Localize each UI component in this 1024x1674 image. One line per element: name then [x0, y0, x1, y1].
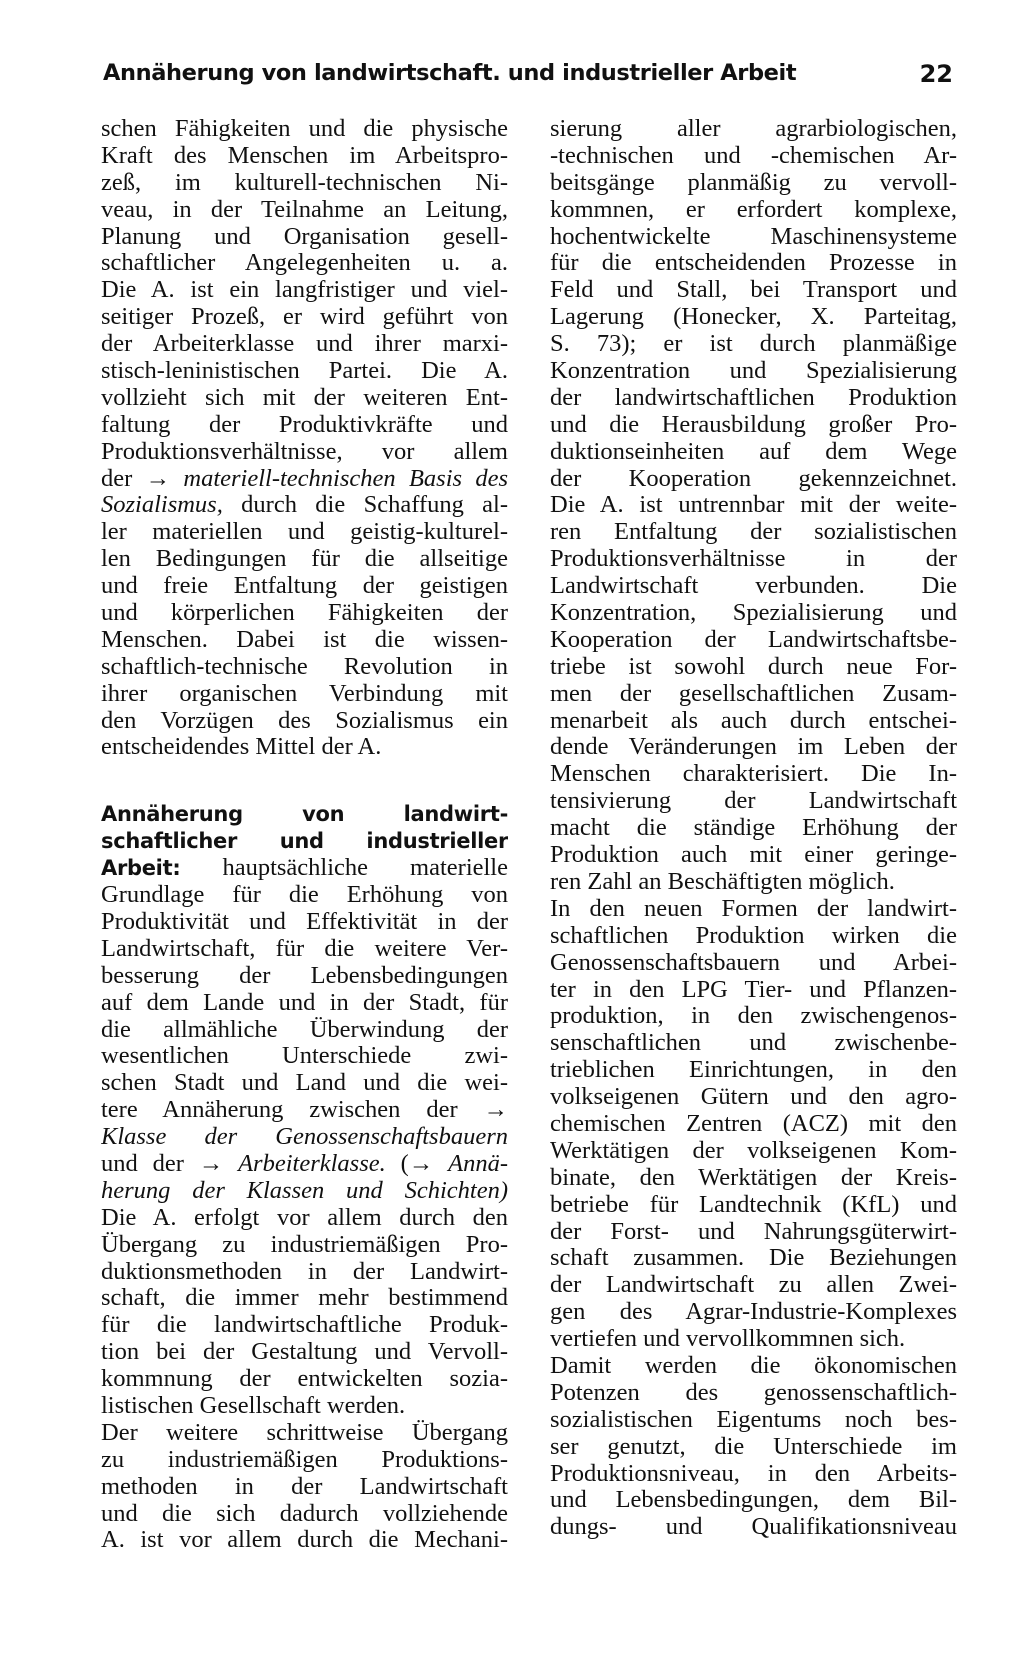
- text-line: Die A. erfolgt vor allem durch den: [101, 1204, 508, 1231]
- text-line: tere Annäherung zwischen der →: [101, 1097, 508, 1124]
- text-line: Menschen charakterisiert. Die In-: [550, 761, 957, 788]
- text-line: Die A. ist untrennbar mit der weite-: [550, 492, 957, 519]
- text-line-cross-reference: [101, 466, 508, 493]
- text-line: Landwirtschaft verbunden. Die: [550, 573, 957, 600]
- text-line: chemischen Zentren (ACZ) mit den: [550, 1110, 957, 1137]
- text-line: senschaftlichen und zwischenbe-: [550, 1030, 957, 1057]
- text-line: der Arbeiterklasse und ihrer marxi-: [101, 331, 508, 358]
- text-line: Übergang zu industriemäßigen Pro-: [101, 1231, 508, 1258]
- text-line: die allmähliche Überwindung der: [101, 1016, 508, 1043]
- text-line: für die landwirtschaftliche Produk-: [101, 1312, 508, 1339]
- text-line: stisch-leninistischen Partei. Die A.: [101, 358, 508, 385]
- text-line: betriebe für Landtechnik (KfL) und: [550, 1191, 957, 1218]
- text-line: S. 73); er ist durch planmäßige: [550, 331, 957, 358]
- text-fragment: und der →: [101, 1150, 239, 1177]
- text-line: der Forst- und Nahrungsgüterwirt-: [550, 1218, 957, 1245]
- text-line: Die A. ist ein langfristiger und viel-: [101, 277, 508, 304]
- text-line: und die Herausbildung großer Pro-: [550, 411, 957, 438]
- text-line: gen des Agrar-Industrie-Komplexes: [550, 1299, 957, 1326]
- text-line-cross-reference-cont: [101, 492, 508, 519]
- text-line: schaftlich-technische Revolution in: [101, 653, 508, 680]
- text-line: besserung der Lebensbedingungen: [101, 962, 508, 989]
- cross-reference-term: Sozialismus,: [101, 492, 223, 519]
- text-line: kommnung der entwickelten sozia-: [101, 1366, 508, 1393]
- text-line: Produktionsverhältnisse, vor allem: [101, 438, 508, 465]
- text-line: sierung aller agrarbiologischen,: [550, 116, 957, 142]
- text-line: vollzieht sich mit der weiteren Ent-: [101, 384, 508, 411]
- text-line: veau, in der Teilnahme an Leitung,: [101, 196, 508, 223]
- text-line: ihrer organischen Verbindung mit: [101, 680, 508, 707]
- text-fragment: durch die Schaffung al-: [222, 492, 508, 519]
- text-line: den Vorzügen des Sozialismus ein: [101, 707, 508, 734]
- text-line: schaft zusammen. Die Beziehungen: [550, 1245, 957, 1272]
- text-line: beitsgänge planmäßig zu vervoll-: [550, 169, 957, 196]
- text-line: Konzentration, Spezialisierung und: [550, 600, 957, 627]
- cross-reference-term: Klasse der Genossenschaftsbauern: [101, 1124, 508, 1151]
- cross-reference-term: Arbeiterklasse.: [238, 1150, 386, 1177]
- text-line: kommnen, er erfordert komplexe,: [550, 196, 957, 223]
- cross-reference-term: Annä-: [448, 1150, 508, 1177]
- text-line: zu industriemäßigen Produktions-: [101, 1446, 508, 1473]
- paragraph-gap: [101, 761, 508, 801]
- text-line: volkseigenen Gütern und den agro-: [550, 1084, 957, 1111]
- text-line: Planung und Organisation gesell-: [101, 223, 508, 250]
- text-line: triebe ist sowohl durch neue For-: [550, 653, 957, 680]
- text-line: schaftlicher Angelegenheiten u. a.: [101, 250, 508, 277]
- text-line: tensivierung der Landwirtschaft: [550, 788, 957, 815]
- text-line: ter in den LPG Tier- und Pflanzen-: [550, 976, 957, 1003]
- text-line: Damit werden die ökonomischen: [550, 1352, 957, 1379]
- entry-headword-line: [101, 801, 508, 828]
- text-line: binate, den Werktätigen der Kreis-: [550, 1164, 957, 1191]
- text-line: A. ist vor allem durch die Mechani-: [101, 1527, 508, 1554]
- text-line: Werktätigen der volkseigenen Kom-: [550, 1137, 957, 1164]
- text-line: der landwirtschaftlichen Produktion: [550, 384, 957, 411]
- text-line: Produktion auch mit einer geringe-: [550, 842, 957, 869]
- cross-reference-term: herung der Klassen und Schichten): [101, 1177, 508, 1204]
- text-line: -technischen und -chemischen Ar-: [550, 142, 957, 169]
- text-line: ser genutzt, die Unterschiede im: [550, 1433, 957, 1460]
- text-line: hochentwickelte Maschinensysteme: [550, 223, 957, 250]
- text-fragment: hauptsächliche materielle: [222, 855, 508, 882]
- text-line: sozialistischen Eigentums noch bes-: [550, 1406, 957, 1433]
- text-line: In den neuen Formen der landwirt-: [550, 895, 957, 922]
- text-line: Produktionsverhältnisse in der: [550, 546, 957, 573]
- right-column: [550, 116, 957, 1541]
- text-line: Genossenschaftsbauern und Arbei-: [550, 949, 957, 976]
- text-line: dende Veränderungen im Leben der: [550, 734, 957, 761]
- text-line: macht die ständige Erhöhung der: [550, 815, 957, 842]
- text-fragment: [180, 855, 222, 881]
- text-line: Landwirtschaft, für die weitere Ver-: [101, 935, 508, 962]
- text-fragment: der →: [101, 465, 184, 492]
- text-line: und Lebensbedingungen, dem Bil-: [550, 1487, 957, 1514]
- text-line: faltung der Produktivkräfte und: [101, 411, 508, 438]
- text-line: Produktivität und Effektivität in der: [101, 908, 508, 935]
- text-line: auf dem Lande und in der Stadt, für: [101, 989, 508, 1016]
- entry-headword: Arbeit:: [101, 856, 181, 881]
- text-line: dungs- und Qualifikationsniveau: [550, 1514, 957, 1541]
- entry-headword-line: [101, 855, 508, 882]
- text-line: len Bedingungen für die allseitige: [101, 546, 508, 573]
- left-column: [101, 116, 508, 1554]
- text-line: ler materiellen und geistig-kulturel-: [101, 519, 508, 546]
- text-line: wesentlichen Unterschiede zwi-: [101, 1043, 508, 1070]
- text-line: entscheidendes Mittel der A.: [101, 734, 382, 761]
- text-line: für die entscheidenden Prozesse in: [550, 250, 957, 277]
- text-line: menarbeit als auch durch entschei-: [550, 707, 957, 734]
- text-line: listischen Gesellschaft werden.: [101, 1392, 406, 1419]
- text-fragment: (→: [385, 1150, 449, 1177]
- text-line: zeß, im kulturell-technischen Ni-: [101, 169, 508, 196]
- text-line: Kraft des Menschen im Arbeitspro-: [101, 142, 508, 169]
- text-line: Konzentration und Spezialisierung: [550, 358, 957, 385]
- text-line: duktionsmethoden in der Landwirt-: [101, 1258, 508, 1285]
- text-line: seitiger Prozeß, er wird geführt von: [101, 304, 508, 331]
- text-line: Grundlage für die Erhöhung von: [101, 882, 508, 909]
- text-line-cross-reference: [101, 1151, 508, 1178]
- text-line: Potenzen des genossenschaftlich-: [550, 1379, 957, 1406]
- entry-headword-line: [101, 828, 508, 855]
- text-line: Der weitere schrittweise Übergang: [101, 1419, 508, 1446]
- text-line: und körperlichen Fähigkeiten der: [101, 600, 508, 627]
- text-line: schaft, die immer mehr bestimmend: [101, 1285, 508, 1312]
- text-line: Feld und Stall, bei Transport und: [550, 277, 957, 304]
- text-line: Produktionsniveau, in den Arbeits-: [550, 1460, 957, 1487]
- text-line: und die sich dadurch vollziehende: [101, 1500, 508, 1527]
- text-line: schen Fähigkeiten und die physische: [101, 116, 508, 142]
- text-line: produktion, in den zwischengenos-: [550, 1003, 957, 1030]
- text-line: der Landwirtschaft zu allen Zwei-: [550, 1272, 957, 1299]
- text-line: der Kooperation gekennzeichnet.: [550, 465, 957, 492]
- text-line: und freie Entfaltung der geistigen: [101, 573, 508, 600]
- text-line: tion bei der Gestaltung und Vervoll-: [101, 1339, 508, 1366]
- text-line: vertiefen und vervollkommnen sich.: [550, 1326, 906, 1353]
- page-number: 22: [919, 60, 953, 88]
- text-line: ren Entfaltung der sozialistischen: [550, 519, 957, 546]
- text-line: duktionseinheiten auf dem Wege: [550, 438, 957, 465]
- text-line: schaftlichen Produktion wirken die: [550, 922, 957, 949]
- entry-headword: Annäherung von landwirt-: [101, 802, 508, 827]
- text-line: ren Zahl an Beschäftigten möglich.: [550, 868, 895, 895]
- text-line: methoden in der Landwirtschaft: [101, 1473, 508, 1500]
- entry-headword: schaftlicher und industrieller: [101, 829, 508, 854]
- text-line: schen Stadt und Land und die wei-: [101, 1070, 508, 1097]
- cross-reference-term: materiell-technischen Basis des: [183, 465, 508, 492]
- text-line: Menschen. Dabei ist die wissen-: [101, 626, 508, 653]
- text-line: Lagerung (Honecker, X. Parteitag,: [550, 304, 957, 331]
- text-line: trieblichen Einrichtungen, in den: [550, 1057, 957, 1084]
- text-line: men der gesellschaftlichen Zusam-: [550, 680, 957, 707]
- running-header: [103, 60, 953, 100]
- text-line: Kooperation der Landwirtschaftsbe-: [550, 626, 957, 653]
- running-title: Annäherung von landwirtschaft. und industrieller Arbeit: [103, 60, 797, 86]
